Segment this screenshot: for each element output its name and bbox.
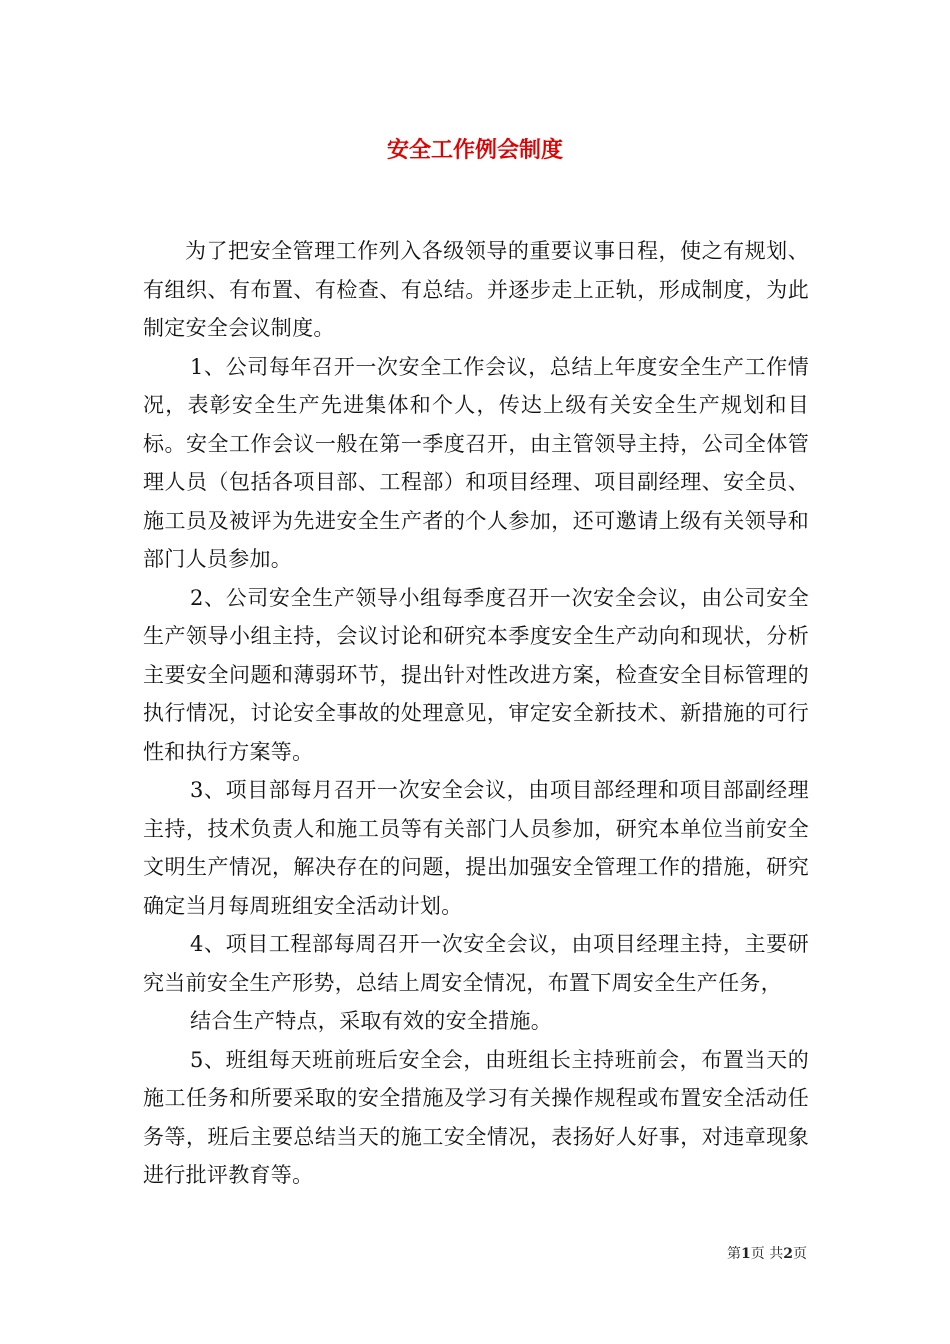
clause-4-paragraph: 4、项目工程部每周召开一次安全会议，由项目经理主持，主要研究当前安全生产形势，总结上周安全情况，布置下周安全生产任务， [143,932,809,995]
document-body [143,232,809,1195]
clause-4-continuation-paragraph: 结合生产特点，采取有效的安全措施。 [190,1009,553,1033]
total-pages-number: 2 [783,1246,793,1262]
page-mid: 页 共 [750,1246,784,1262]
clause-5-paragraph: 5、班组每天班前班后安全会，由班组长主持班前会，布置当天的施工任务和所要采取的安全措施及学习有关操作规程或布置安全活动任务等，班后主要总结当天的施工安全情况，表扬好人好事，对违章现象进行批评教育等。 [143,1047,809,1187]
page-prefix: 第 [727,1246,742,1262]
clause-2-paragraph: 2、公司安全生产领导小组每季度召开一次安全会议，由公司安全生产领导小组主持，会议讨论和研究本季度安全生产动向和现状，分析主要安全问题和薄弱环节，提出针对性改进方案，检查安全目标管理的执行情况，讨论安全事故的处理意见，审定安全新技术、新措施的可行性和执行方案等。 [143,585,809,764]
page-number-footer [727,1244,807,1264]
document-title: 安全工作例会制度 [386,137,563,163]
page-suffix: 页 [793,1246,807,1262]
intro-paragraph: 为了把安全管理工作列入各级领导的重要议事日程，使之有规划、有组织、有布置、有检查、有总结。并逐步走上正轨，形成制度，为此制定安全会议制度。 [143,239,809,340]
current-page-number: 1 [741,1246,751,1262]
clause-3-paragraph: 3、项目部每月召开一次安全会议，由项目部经理和项目部副经理主持，技术负责人和施工员等有关部门人员参加，研究本单位当前安全文明生产情况，解决存在的问题，提出加强安全管理工作的措施，研究确定当月每周班组安全活动计划。 [143,778,809,918]
clause-1-paragraph: 1、公司每年召开一次安全工作会议，总结上年度安全生产工作情况，表彰安全生产先进集体和个人，传达上级有关安全生产规划和目标。安全工作会议一般在第一季度召开，由主管领导主持，公司全体管理人员（包括各项目部、工程部）和项目经理、项目副经理、安全员、施工员及被评为先进安全生产者的个人参加，还可邀请上级有关领导和部门人员参加。 [143,354,809,571]
